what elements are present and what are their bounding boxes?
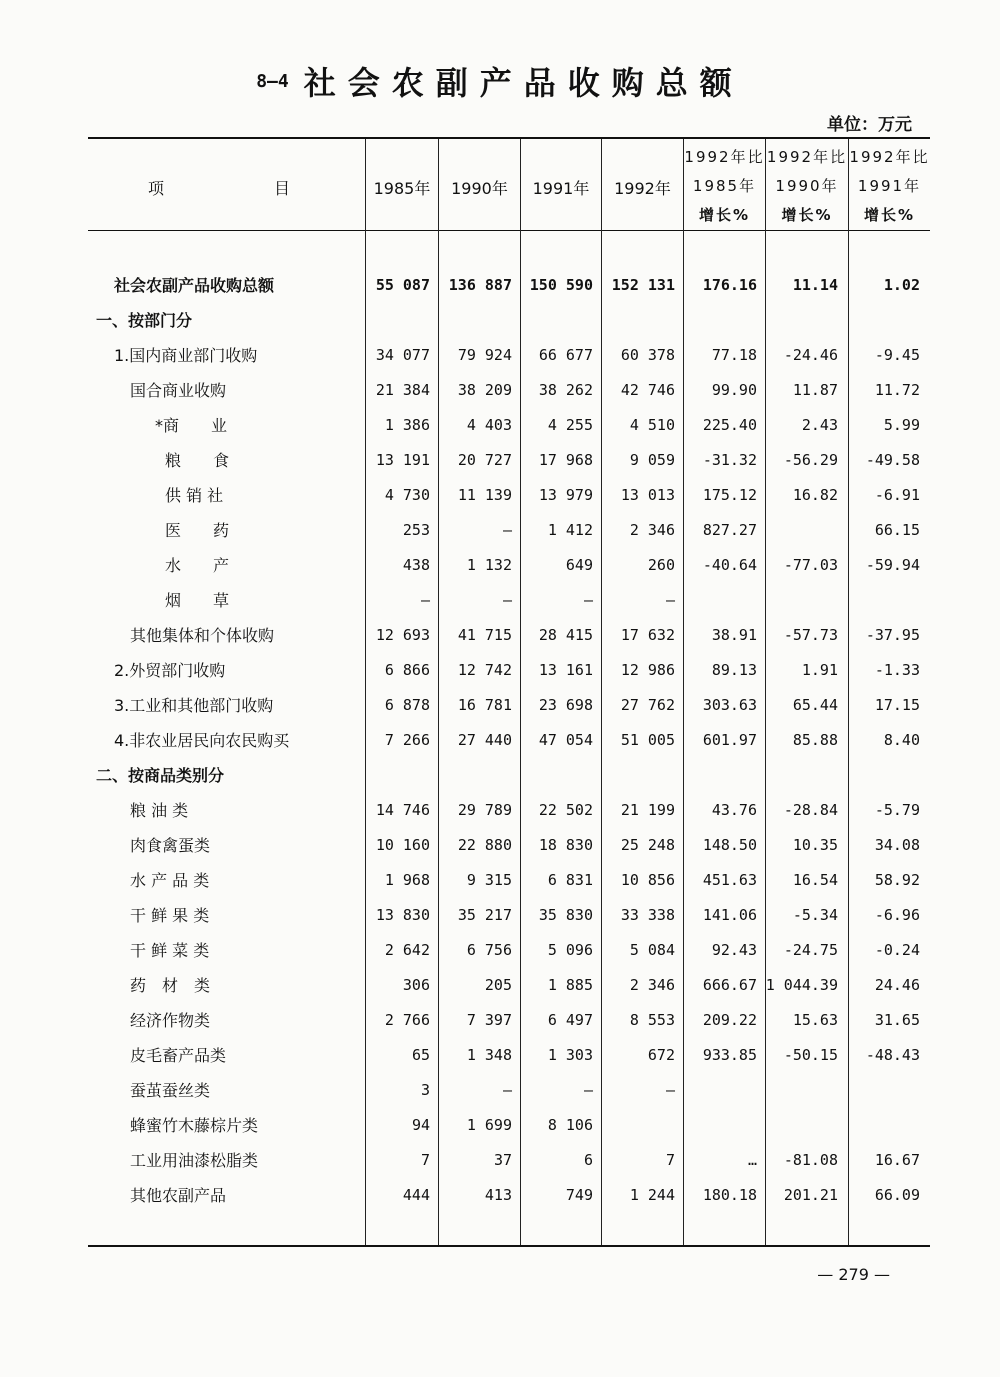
row-label: 二、按商品类别分 [96, 766, 225, 785]
cell-value: 201.21 [783, 1186, 838, 1204]
cell-value: 4 730 [384, 486, 430, 504]
cell-value: 92.43 [711, 941, 757, 959]
row-label: 工业用油漆松脂类 [130, 1151, 259, 1170]
row-label: 其他集体和个体收购 [130, 626, 275, 645]
cell-value: 13 979 [538, 486, 593, 504]
table-row [0, 933, 1000, 968]
row-label: 粮 油 类 [130, 801, 189, 820]
cell-value: 77.18 [711, 346, 757, 364]
cell-value: 38 209 [457, 381, 512, 399]
table-row [0, 1073, 1000, 1108]
cell-value: 16 781 [457, 696, 512, 714]
cell-value: 13 161 [538, 661, 593, 679]
cell-value: — [502, 591, 512, 609]
cell-value: 253 [402, 521, 430, 539]
cell-value: 749 [565, 1186, 593, 1204]
cell-value: 306 [402, 976, 430, 994]
table-row [0, 828, 1000, 863]
cell-value: — [583, 591, 593, 609]
cell-value: -37.95 [865, 626, 920, 644]
row-label: 3.工业和其他部门收购 [114, 696, 274, 715]
cell-value: — [665, 591, 675, 609]
cell-value: 5.99 [883, 416, 920, 434]
row-label: 药 材 类 [130, 976, 211, 995]
cell-value: 141.06 [702, 906, 757, 924]
table-row [0, 1108, 1000, 1143]
cell-value: 260 [647, 556, 675, 574]
table-row [0, 688, 1000, 723]
cell-value: 38 262 [538, 381, 593, 399]
cell-value: 21 384 [375, 381, 430, 399]
cell-value: -40.64 [702, 556, 757, 574]
header-year-1991: 1991年 [532, 179, 590, 198]
cell-value: -6.91 [874, 486, 920, 504]
cell-value: -24.75 [783, 941, 838, 959]
table-bottom-rule [88, 1245, 930, 1247]
table-row [0, 863, 1000, 898]
cell-value: 66.09 [874, 1186, 920, 1204]
cell-value: 1 412 [547, 521, 593, 539]
cell-value: 47 054 [538, 731, 593, 749]
cell-value: 17 632 [620, 626, 675, 644]
row-label: 4.非农业居民向农民购买 [114, 731, 290, 750]
cell-value: 1 303 [547, 1046, 593, 1064]
cell-value: 672 [647, 1046, 675, 1064]
cell-value: -57.73 [783, 626, 838, 644]
cell-value: 1 386 [384, 416, 430, 434]
table-row [0, 268, 1000, 303]
cell-value: -48.43 [865, 1046, 920, 1064]
cell-value: -56.29 [783, 451, 838, 469]
cell-value: -24.46 [783, 346, 838, 364]
cell-value: 10 160 [375, 836, 430, 854]
cell-value: 175.12 [702, 486, 757, 504]
cell-value: 34.08 [874, 836, 920, 854]
cell-value: 1 132 [466, 556, 512, 574]
cell-value: 6 831 [547, 871, 593, 889]
table-row [0, 408, 1000, 443]
cell-value: 9 059 [629, 451, 675, 469]
cell-value: 35 217 [457, 906, 512, 924]
cell-value: 209.22 [702, 1011, 757, 1029]
table-row [0, 968, 1000, 1003]
cell-value: 152 131 [611, 276, 675, 294]
cell-value: 51 005 [620, 731, 675, 749]
cell-value: 15.63 [792, 1011, 838, 1029]
cell-value: 9 315 [466, 871, 512, 889]
table-row [0, 583, 1000, 618]
cell-value: 89.13 [711, 661, 757, 679]
cell-value: 65 [411, 1046, 430, 1064]
cell-value: 65.44 [792, 696, 838, 714]
table-row [0, 618, 1000, 653]
cell-value: 4 510 [629, 416, 675, 434]
cell-value: 2.43 [801, 416, 838, 434]
cell-value: -0.24 [874, 941, 920, 959]
cell-value: 58.92 [874, 871, 920, 889]
row-label: 蜂蜜竹木藤棕片类 [130, 1116, 259, 1135]
cell-value: 8 106 [547, 1116, 593, 1134]
cell-value: 35 830 [538, 906, 593, 924]
cell-value: 2 642 [384, 941, 430, 959]
cell-value: -6.96 [874, 906, 920, 924]
cell-value: 601.97 [702, 731, 757, 749]
cell-value: 16.67 [874, 1151, 920, 1169]
row-label: 蚕茧蚕丝类 [130, 1081, 211, 1100]
cell-value: 666.67 [702, 976, 757, 994]
cell-value: 14 746 [375, 801, 430, 819]
cell-value: 18 830 [538, 836, 593, 854]
header-year-1992: 1992年 [614, 179, 671, 198]
cell-value: 42 746 [620, 381, 675, 399]
cell-value: 6 497 [547, 1011, 593, 1029]
cell-value: 22 880 [457, 836, 512, 854]
page-title [0, 58, 1000, 104]
header-year-1985: 1985年 [373, 179, 431, 198]
cell-value: 10.35 [792, 836, 838, 854]
cell-value: 79 924 [457, 346, 512, 364]
cell-value: 176.16 [702, 276, 757, 294]
page-number: — 279 — [817, 1265, 890, 1284]
header-growth-vs-1985: 1992年比 1985年 增长% [684, 148, 765, 224]
table-title: 社会农副产品收购总额 [303, 64, 744, 102]
cell-value: 451.63 [702, 871, 757, 889]
cell-value: -59.94 [865, 556, 920, 574]
row-label: 皮毛畜产品类 [130, 1046, 227, 1065]
cell-value: 13 191 [375, 451, 430, 469]
cell-value: 28 415 [538, 626, 593, 644]
cell-value: 438 [402, 556, 430, 574]
cell-value: 12 742 [457, 661, 512, 679]
cell-value: 99.90 [711, 381, 757, 399]
cell-value: 2 346 [629, 976, 675, 994]
cell-value: 444 [402, 1186, 430, 1204]
cell-value: 3 [420, 1081, 430, 1099]
row-label: 1.国内商业部门收购 [114, 346, 258, 365]
unit-label: 单位：万元 [827, 115, 912, 135]
table-top-rule [88, 137, 930, 139]
cell-value: -77.03 [783, 556, 838, 574]
cell-value: 24.46 [874, 976, 920, 994]
row-label: 医 药 [165, 521, 230, 540]
cell-value: 1 885 [547, 976, 593, 994]
table-number: 8—4 [256, 70, 289, 92]
row-label: 经济作物类 [130, 1011, 211, 1030]
cell-value: 7 [420, 1151, 430, 1169]
row-label: 2.外贸部门收购 [114, 661, 226, 680]
header-item-right: 目 [274, 179, 291, 198]
cell-value: … [747, 1151, 757, 1169]
cell-value: -1.33 [874, 661, 920, 679]
cell-value: 41 715 [457, 626, 512, 644]
cell-value: 23 698 [538, 696, 593, 714]
cell-value: 6 878 [384, 696, 430, 714]
section-heading-row [0, 758, 1000, 793]
cell-value: 225.40 [702, 416, 757, 434]
cell-value: 43.76 [711, 801, 757, 819]
cell-value: 1.91 [801, 661, 838, 679]
cell-value: -81.08 [783, 1151, 838, 1169]
cell-value: 34 077 [375, 346, 430, 364]
cell-value: 11 139 [457, 486, 512, 504]
cell-value: 94 [411, 1116, 430, 1134]
section-heading-row [0, 303, 1000, 338]
cell-value: -31.32 [702, 451, 757, 469]
row-label: 水 产 [165, 556, 230, 575]
cell-value: 66 677 [538, 346, 593, 364]
header-growth-vs-1991: 1992年比 1991年 增长% [849, 148, 930, 224]
cell-value: 66.15 [874, 521, 920, 539]
cell-value: 6 866 [384, 661, 430, 679]
cell-value: -9.45 [874, 346, 920, 364]
cell-value: 16.54 [792, 871, 838, 889]
cell-value: -50.15 [783, 1046, 838, 1064]
cell-value: 4 255 [547, 416, 593, 434]
cell-value: 1 968 [384, 871, 430, 889]
cell-value: 27 440 [457, 731, 512, 749]
cell-value: — [502, 1081, 512, 1099]
cell-value: -5.79 [874, 801, 920, 819]
cell-value: 933.85 [702, 1046, 757, 1064]
cell-value: 12 693 [375, 626, 430, 644]
cell-value: 31.65 [874, 1011, 920, 1029]
table-row [0, 1178, 1000, 1213]
cell-value: 303.63 [702, 696, 757, 714]
cell-value: 5 096 [547, 941, 593, 959]
cell-value: 8.40 [883, 731, 920, 749]
table-row [0, 478, 1000, 513]
cell-value: 11.14 [792, 276, 838, 294]
table-row [0, 653, 1000, 688]
row-label: 一、按部门分 [96, 311, 193, 330]
row-label: 烟 草 [165, 591, 230, 610]
cell-value: 20 727 [457, 451, 512, 469]
cell-value: 8 553 [629, 1011, 675, 1029]
cell-value: 649 [565, 556, 593, 574]
cell-value: -28.84 [783, 801, 838, 819]
cell-value: 1 699 [466, 1116, 512, 1134]
cell-value: — [502, 521, 512, 539]
row-label: 供 销 社 [165, 486, 224, 505]
cell-value: 13 830 [375, 906, 430, 924]
cell-value: 1 244 [629, 1186, 675, 1204]
cell-value: 7 266 [384, 731, 430, 749]
cell-value: 148.50 [702, 836, 757, 854]
cell-value: — [665, 1081, 675, 1099]
cell-value: -5.34 [792, 906, 838, 924]
cell-value: 17 968 [538, 451, 593, 469]
cell-value: 60 378 [620, 346, 675, 364]
cell-value: 1.02 [883, 276, 920, 294]
table-row [0, 443, 1000, 478]
row-label: 干 鲜 菜 类 [130, 941, 210, 960]
cell-value: 85.88 [792, 731, 838, 749]
cell-value: 413 [484, 1186, 512, 1204]
header-item-left: 项 [148, 179, 165, 198]
table-row [0, 1003, 1000, 1038]
cell-value: 4 403 [466, 416, 512, 434]
table-row [0, 898, 1000, 933]
cell-value: 11.72 [874, 381, 920, 399]
table-row [0, 548, 1000, 583]
cell-value: -49.58 [865, 451, 920, 469]
row-label: 粮 食 [165, 451, 230, 470]
cell-value: 16.82 [792, 486, 838, 504]
cell-value: 29 789 [457, 801, 512, 819]
cell-value: 2 346 [629, 521, 675, 539]
cell-value: 6 [583, 1151, 593, 1169]
row-label: 其他农副产品 [130, 1186, 227, 1205]
cell-value: 22 502 [538, 801, 593, 819]
cell-value: 7 [665, 1151, 675, 1169]
cell-value: 38.91 [711, 626, 757, 644]
cell-value: 12 986 [620, 661, 675, 679]
header-year-1990: 1990年 [451, 179, 508, 198]
cell-value: 1 044.39 [765, 976, 838, 994]
cell-value: 27 762 [620, 696, 675, 714]
cell-value: 17.15 [874, 696, 920, 714]
cell-value: 33 338 [620, 906, 675, 924]
cell-value: 11.87 [792, 381, 838, 399]
cell-value: 827.27 [702, 521, 757, 539]
cell-value: 6 756 [466, 941, 512, 959]
cell-value: 1 348 [466, 1046, 512, 1064]
row-label: 干 鲜 果 类 [130, 906, 210, 925]
cell-value: 150 590 [529, 276, 593, 294]
cell-value: 37 [493, 1151, 512, 1169]
cell-value: 55 087 [375, 276, 430, 294]
row-label: *商 业 [155, 416, 228, 435]
cell-value: 136 887 [448, 276, 512, 294]
cell-value: — [420, 591, 430, 609]
header-growth-vs-1990: 1992年比 1990年 增长% [766, 148, 848, 224]
row-label: 社会农副产品收购总额 [114, 276, 275, 295]
cell-value: 180.18 [702, 1186, 757, 1204]
cell-value: 2 766 [384, 1011, 430, 1029]
row-label: 水 产 品 类 [130, 871, 210, 890]
header-bottom-rule [88, 230, 930, 231]
table-row [0, 338, 1000, 373]
cell-value: 10 856 [620, 871, 675, 889]
cell-value: 13 013 [620, 486, 675, 504]
table-row [0, 373, 1000, 408]
cell-value: — [583, 1081, 593, 1099]
cell-value: 7 397 [466, 1011, 512, 1029]
table-row [0, 1038, 1000, 1073]
cell-value: 25 248 [620, 836, 675, 854]
cell-value: 5 084 [629, 941, 675, 959]
table-row [0, 723, 1000, 758]
table-row [0, 513, 1000, 548]
cell-value: 21 199 [620, 801, 675, 819]
row-label: 肉食禽蛋类 [130, 836, 211, 855]
cell-value: 205 [484, 976, 512, 994]
table-row [0, 1143, 1000, 1178]
table-row [0, 793, 1000, 828]
row-label: 国合商业收购 [130, 381, 227, 400]
